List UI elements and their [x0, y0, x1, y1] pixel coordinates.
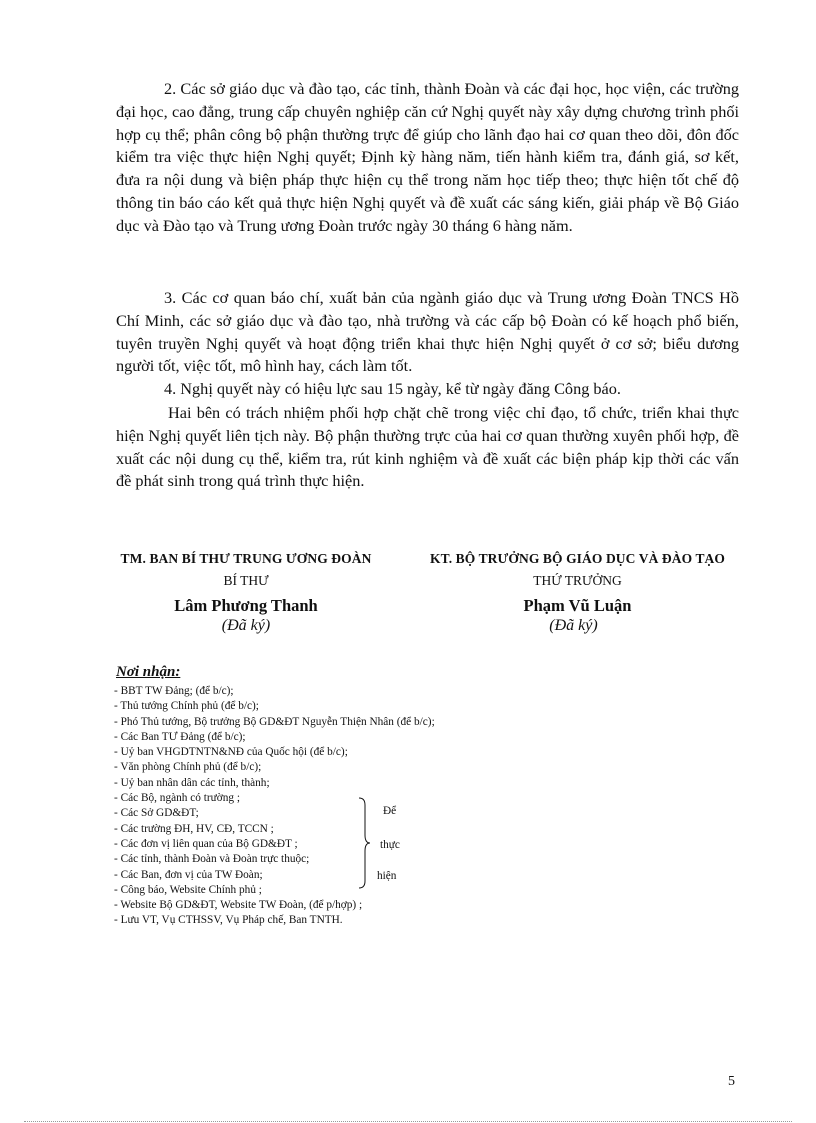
- paragraph-2: 2. Các sở giáo dục và đào tạo, các tỉnh, thành Đoàn và các đại học, học viện, các trường đại học, cao đẳng, trung cấp chuyên nghiệp căn cứ Nghị quyết này xây dựng chương trình phối hợp cụ thể; phân công bộ phận thường trực để giúp cho lãnh đạo hai cơ quan theo dõi, đôn đốc kiểm tra việc thực hiện Nghị quyết; Định kỳ hàng năm, tiến hành kiểm tra, đánh giá, sơ kết, đưa ra nội dung và biện pháp thực hiện cụ thể trong năm học tiếp theo; thực hiện tốt chế độ thông tin báo cáo kết quả thực hiện Nghị quyết và đề xuất các sáng kiến, giải pháp về Bộ Giáo dục và Đào tạo và Trung ương Đoàn trước ngày 30 tháng 6 hàng năm.: [116, 79, 739, 235]
- footer-divider: [24, 1121, 792, 1122]
- recipient-item: - Các tỉnh, thành Đoàn và Đoàn trực thuộc;: [114, 853, 310, 866]
- signature-right-name: Phạm Vũ Luận: [523, 596, 632, 615]
- brace-word-de: Để: [383, 805, 397, 817]
- recipient-item: - Các Sở GD&ĐT;: [114, 807, 199, 820]
- signature-left-name: Lâm Phương Thanh: [174, 596, 318, 615]
- recipient-item: - BBT TW Đảng; (để b/c);: [114, 685, 234, 697]
- recipient-item: - Công báo, Website Chính phủ ;: [114, 883, 262, 896]
- signature-right-role: THỨ TRƯỞNG: [533, 573, 622, 588]
- paragraph-4: 4. Nghị quyết này có hiệu lực sau 15 ngày, kể từ ngày đăng Công báo.: [164, 379, 621, 398]
- paragraph-3: 3. Các cơ quan báo chí, xuất bản của ngành giáo dục và Trung ương Đoàn TNCS Hồ Chí Minh, các sở giáo dục và đào tạo, nhà trường và các cấp bộ Đoàn có kế hoạch phổ biến, tuyên truyền Nghị quyết và hoạt động triển khai thực hiện Nghị quyết ở cơ sở; biểu dương người tốt, việc tốt, mô hình hay, cách làm tốt.: [116, 288, 739, 376]
- recipient-item: - Phó Thủ tướng, Bộ trưởng Bộ GD&ĐT Nguyễn Thiện Nhân (để b/c);: [114, 715, 435, 728]
- recipient-item: - Các Ban TƯ Đảng (để b/c);: [114, 730, 246, 743]
- recipient-item: - Thủ tướng Chính phủ (để b/c);: [114, 700, 259, 713]
- signature-left-role: BÍ THƯ: [223, 573, 269, 588]
- signature-right-org: KT. BỘ TRƯỞNG BỘ GIÁO DỤC VÀ ĐÀO TẠO: [429, 551, 725, 566]
- recipient-item: - Các đơn vị liên quan của Bộ GD&ĐT ;: [114, 837, 298, 850]
- recipient-item: - Uỷ ban VHGDTNTN&NĐ của Quốc hội (để b/c);: [114, 746, 348, 759]
- brace-word-hien: hiện: [377, 870, 397, 882]
- recipient-item: - Các Ban, đơn vị của TW Đoàn;: [114, 868, 263, 881]
- recipient-item: - Lưu VT, Vụ CTHSSV, Vụ Pháp chế, Ban TNTH.: [114, 914, 343, 927]
- recipient-item: - Các Bộ, ngành có trường ;: [114, 792, 240, 805]
- recipients-title: Nơi nhận:: [116, 664, 181, 680]
- signature-left: [100, 551, 392, 635]
- right-brace-icon: [356, 797, 372, 889]
- paragraph-closing: Hai bên có trách nhiệm phối hợp chặt chẽ trong việc chỉ đạo, tổ chức, triển khai thực hiện Nghị quyết liên tịch này. Bộ phận thường trực của hai cơ quan thường xuyên phối hợp, đề xuất các nội dung cụ thể, kiểm tra, rút kinh nghiệm và đề xuất các biện pháp kịp thời các vấn đề phát sinh trong quá trình thực hiện.: [116, 403, 739, 491]
- recipient-item: - Uỷ ban nhân dân các tỉnh, thành;: [114, 776, 270, 789]
- brace-word-thuc: thực: [380, 839, 400, 851]
- signature-left-note: (Đã ký): [221, 617, 271, 634]
- recipient-item: - Các trường ĐH, HV, CĐ, TCCN ;: [114, 822, 274, 835]
- signature-right-note: (Đã ký): [549, 617, 598, 634]
- signature-left-org: TM. BAN BÍ THƯ TRUNG ƯƠNG ĐOÀN: [120, 551, 372, 566]
- recipient-item: - Văn phòng Chính phủ (để b/c);: [114, 761, 262, 774]
- recipient-item: - Website Bộ GD&ĐT, Website TW Đoàn, (để p/hợp) ;: [114, 899, 363, 912]
- page-number: 5: [728, 1074, 735, 1089]
- signature-right: [405, 551, 750, 635]
